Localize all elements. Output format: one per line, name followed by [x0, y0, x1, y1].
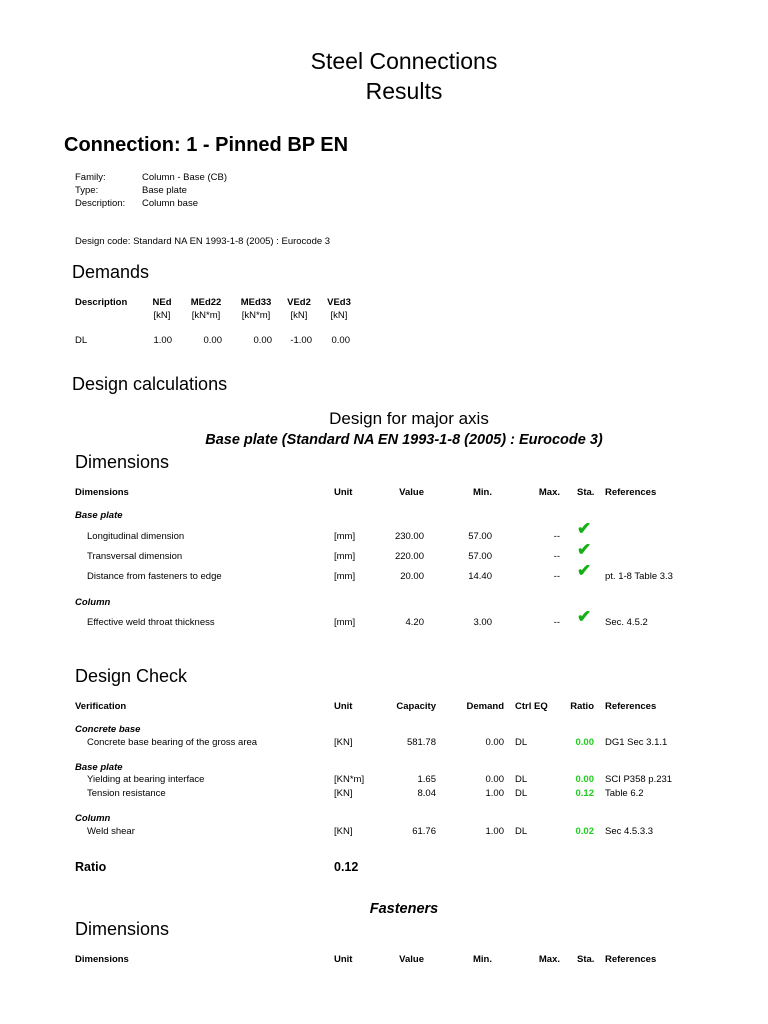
check-group-column: Column: [75, 813, 111, 824]
table-row-max: --: [553, 551, 560, 562]
design-code: Design code: Standard NA EN 1993-1-8 (2005) : Eurocode 3: [75, 236, 331, 247]
table-row-name: Tension resistance: [87, 788, 166, 799]
type-label: Type:: [75, 185, 99, 196]
table-row-demand: 1.00: [485, 788, 504, 799]
table-row-min: 14.40: [468, 571, 492, 582]
demands-value-ned: 1.00: [153, 335, 172, 346]
table-row-unit: [mm]: [334, 617, 356, 628]
demands-col-ved2: VEd2: [287, 297, 311, 308]
table-row-ratio: 0.00: [575, 774, 594, 785]
table-row-reference: pt. 1-8 Table 3.3: [605, 571, 673, 582]
table-row-value: 20.00: [400, 571, 424, 582]
dimensions-col-min: Min.: [473, 487, 492, 498]
check-group-concrete-base: Concrete base: [75, 724, 141, 735]
dimensions-col-name: Dimensions: [75, 487, 129, 498]
table-row-ctrl-eq: DL: [515, 826, 528, 837]
demands-col-med33: MEd33: [240, 297, 272, 308]
demands-value-med22: 0.00: [203, 335, 222, 346]
table-row-reference: SCI P358 p.231: [605, 774, 673, 785]
check-col-unit: Unit: [334, 701, 353, 712]
table-row-reference: DG1 Sec 3.1.1: [605, 737, 668, 748]
fasteners-col-max: Max.: [538, 954, 560, 965]
table-row-unit: [mm]: [334, 571, 356, 582]
table-row-min: 57.00: [468, 551, 492, 562]
check-group-base-plate: Base plate: [75, 762, 123, 773]
table-row-value: 4.20: [405, 617, 424, 628]
demands-col-ned: NEd: [152, 297, 172, 308]
description-value: Column base: [142, 198, 198, 209]
table-row-reference: Sec 4.5.3.3: [605, 826, 654, 837]
table-row-value: 230.00: [394, 531, 424, 542]
dimensions-heading: Dimensions: [75, 452, 170, 472]
dimensions-group-column: Column: [75, 597, 111, 608]
check-col-capacity: Capacity: [396, 701, 436, 712]
check-icon: ✔: [577, 519, 592, 538]
fasteners-col-unit: Unit: [334, 954, 353, 965]
description-label: Description:: [75, 198, 126, 209]
fasteners-col-name: Dimensions: [75, 954, 129, 965]
table-row-unit: [mm]: [334, 531, 356, 542]
dimensions-col-unit: Unit: [334, 487, 353, 498]
table-row-unit: [KN]: [334, 737, 353, 748]
check-col-ctrl-eq: Ctrl EQ: [515, 701, 548, 712]
table-row-ratio: 0.12: [575, 788, 594, 799]
demands-unit-ned: [kN]: [153, 310, 171, 321]
table-row-name: Transversal dimension: [87, 551, 183, 562]
table-row-reference: Sec. 4.5.2: [605, 617, 648, 628]
table-row-name: Longitudinal dimension: [87, 531, 185, 542]
table-row-max: --: [553, 571, 560, 582]
demands-heading: Demands: [72, 262, 150, 282]
table-row-unit: [KN]: [334, 826, 353, 837]
table-row-name: Yielding at bearing interface: [87, 774, 205, 785]
check-col-demand: Demand: [466, 701, 504, 712]
table-row-name: Concrete base bearing of the gross area: [87, 737, 258, 748]
fasteners-col-min: Min.: [473, 954, 492, 965]
report-title-line2: Results: [365, 78, 443, 104]
type-value: Base plate: [142, 185, 187, 196]
table-row-demand: 1.00: [485, 826, 504, 837]
check-col-references: References: [605, 701, 657, 712]
table-row-value: 220.00: [394, 551, 424, 562]
ratio-label: Ratio: [75, 860, 107, 874]
fasteners-col-value: Value: [399, 954, 424, 965]
check-col-ratio: Ratio: [570, 701, 594, 712]
table-row-min: 57.00: [468, 531, 492, 542]
demands-unit-ved3: [kN]: [330, 310, 348, 321]
table-row-reference: Table 6.2: [605, 788, 644, 799]
demands-row-description: DL: [75, 335, 88, 346]
dimensions-col-max: Max.: [538, 487, 560, 498]
fasteners-heading: Fasteners: [369, 901, 439, 917]
table-row-name: Effective weld throat thickness: [87, 617, 215, 628]
design-check-heading: Design Check: [75, 666, 188, 686]
table-row-max: --: [553, 617, 560, 628]
demands-unit-med22: [kN*m]: [191, 310, 221, 321]
table-row-demand: 0.00: [485, 737, 504, 748]
family-value: Column - Base (CB): [142, 172, 227, 183]
design-calculations-heading: Design calculations: [72, 374, 228, 394]
report-title-line1: Steel Connections: [310, 48, 498, 74]
table-row-ctrl-eq: DL: [515, 788, 528, 799]
demands-value-ved3: 0.00: [331, 335, 350, 346]
dimensions-col-sta: Sta.: [577, 487, 595, 498]
table-row-capacity: 8.04: [417, 788, 436, 799]
check-icon: ✔: [577, 607, 592, 626]
connection-heading: Connection: 1 - Pinned BP EN: [64, 134, 349, 156]
demands-col-ved3: VEd3: [327, 297, 351, 308]
table-row-ratio: 0.02: [575, 826, 594, 837]
table-row-max: --: [553, 531, 560, 542]
demands-col-med22: MEd22: [190, 297, 222, 308]
table-row-unit: [KN*m]: [334, 774, 365, 785]
fasteners-col-sta: Sta.: [577, 954, 595, 965]
table-row-ratio: 0.00: [575, 737, 594, 748]
table-row-capacity: 61.76: [412, 826, 436, 837]
major-axis-heading: Design for major axis: [329, 409, 489, 428]
table-row-demand: 0.00: [485, 774, 504, 785]
demands-value-ved2: -1.00: [290, 335, 312, 346]
standard-heading: Base plate (Standard NA EN 1993-1-8 (2005) : Eurocode 3): [205, 432, 603, 448]
demands-value-med33: 0.00: [253, 335, 272, 346]
table-row-name: Weld shear: [87, 826, 135, 837]
demands-col-description: Description: [75, 297, 128, 308]
table-row-capacity: 1.65: [417, 774, 436, 785]
table-row-unit: [mm]: [334, 551, 356, 562]
dimensions-col-references: References: [605, 487, 657, 498]
table-row-min: 3.00: [473, 617, 492, 628]
table-row-ctrl-eq: DL: [515, 737, 528, 748]
demands-unit-med33: [kN*m]: [241, 310, 271, 321]
fasteners-dimensions-heading: Dimensions: [75, 919, 170, 939]
table-row-ctrl-eq: DL: [515, 774, 528, 785]
dimensions-col-value: Value: [399, 487, 424, 498]
check-icon: ✔: [577, 540, 592, 559]
table-row-capacity: 581.78: [406, 737, 436, 748]
table-row-unit: [KN]: [334, 788, 353, 799]
check-col-verification: Verification: [75, 701, 127, 712]
check-icon: ✔: [577, 561, 592, 580]
ratio-value: 0.12: [334, 860, 359, 874]
fasteners-col-references: References: [605, 954, 657, 965]
family-label: Family:: [75, 172, 106, 183]
demands-unit-ved2: [kN]: [290, 310, 308, 321]
table-row-name: Distance from fasteners to edge: [87, 571, 222, 582]
dimensions-group-base-plate: Base plate: [75, 510, 123, 521]
